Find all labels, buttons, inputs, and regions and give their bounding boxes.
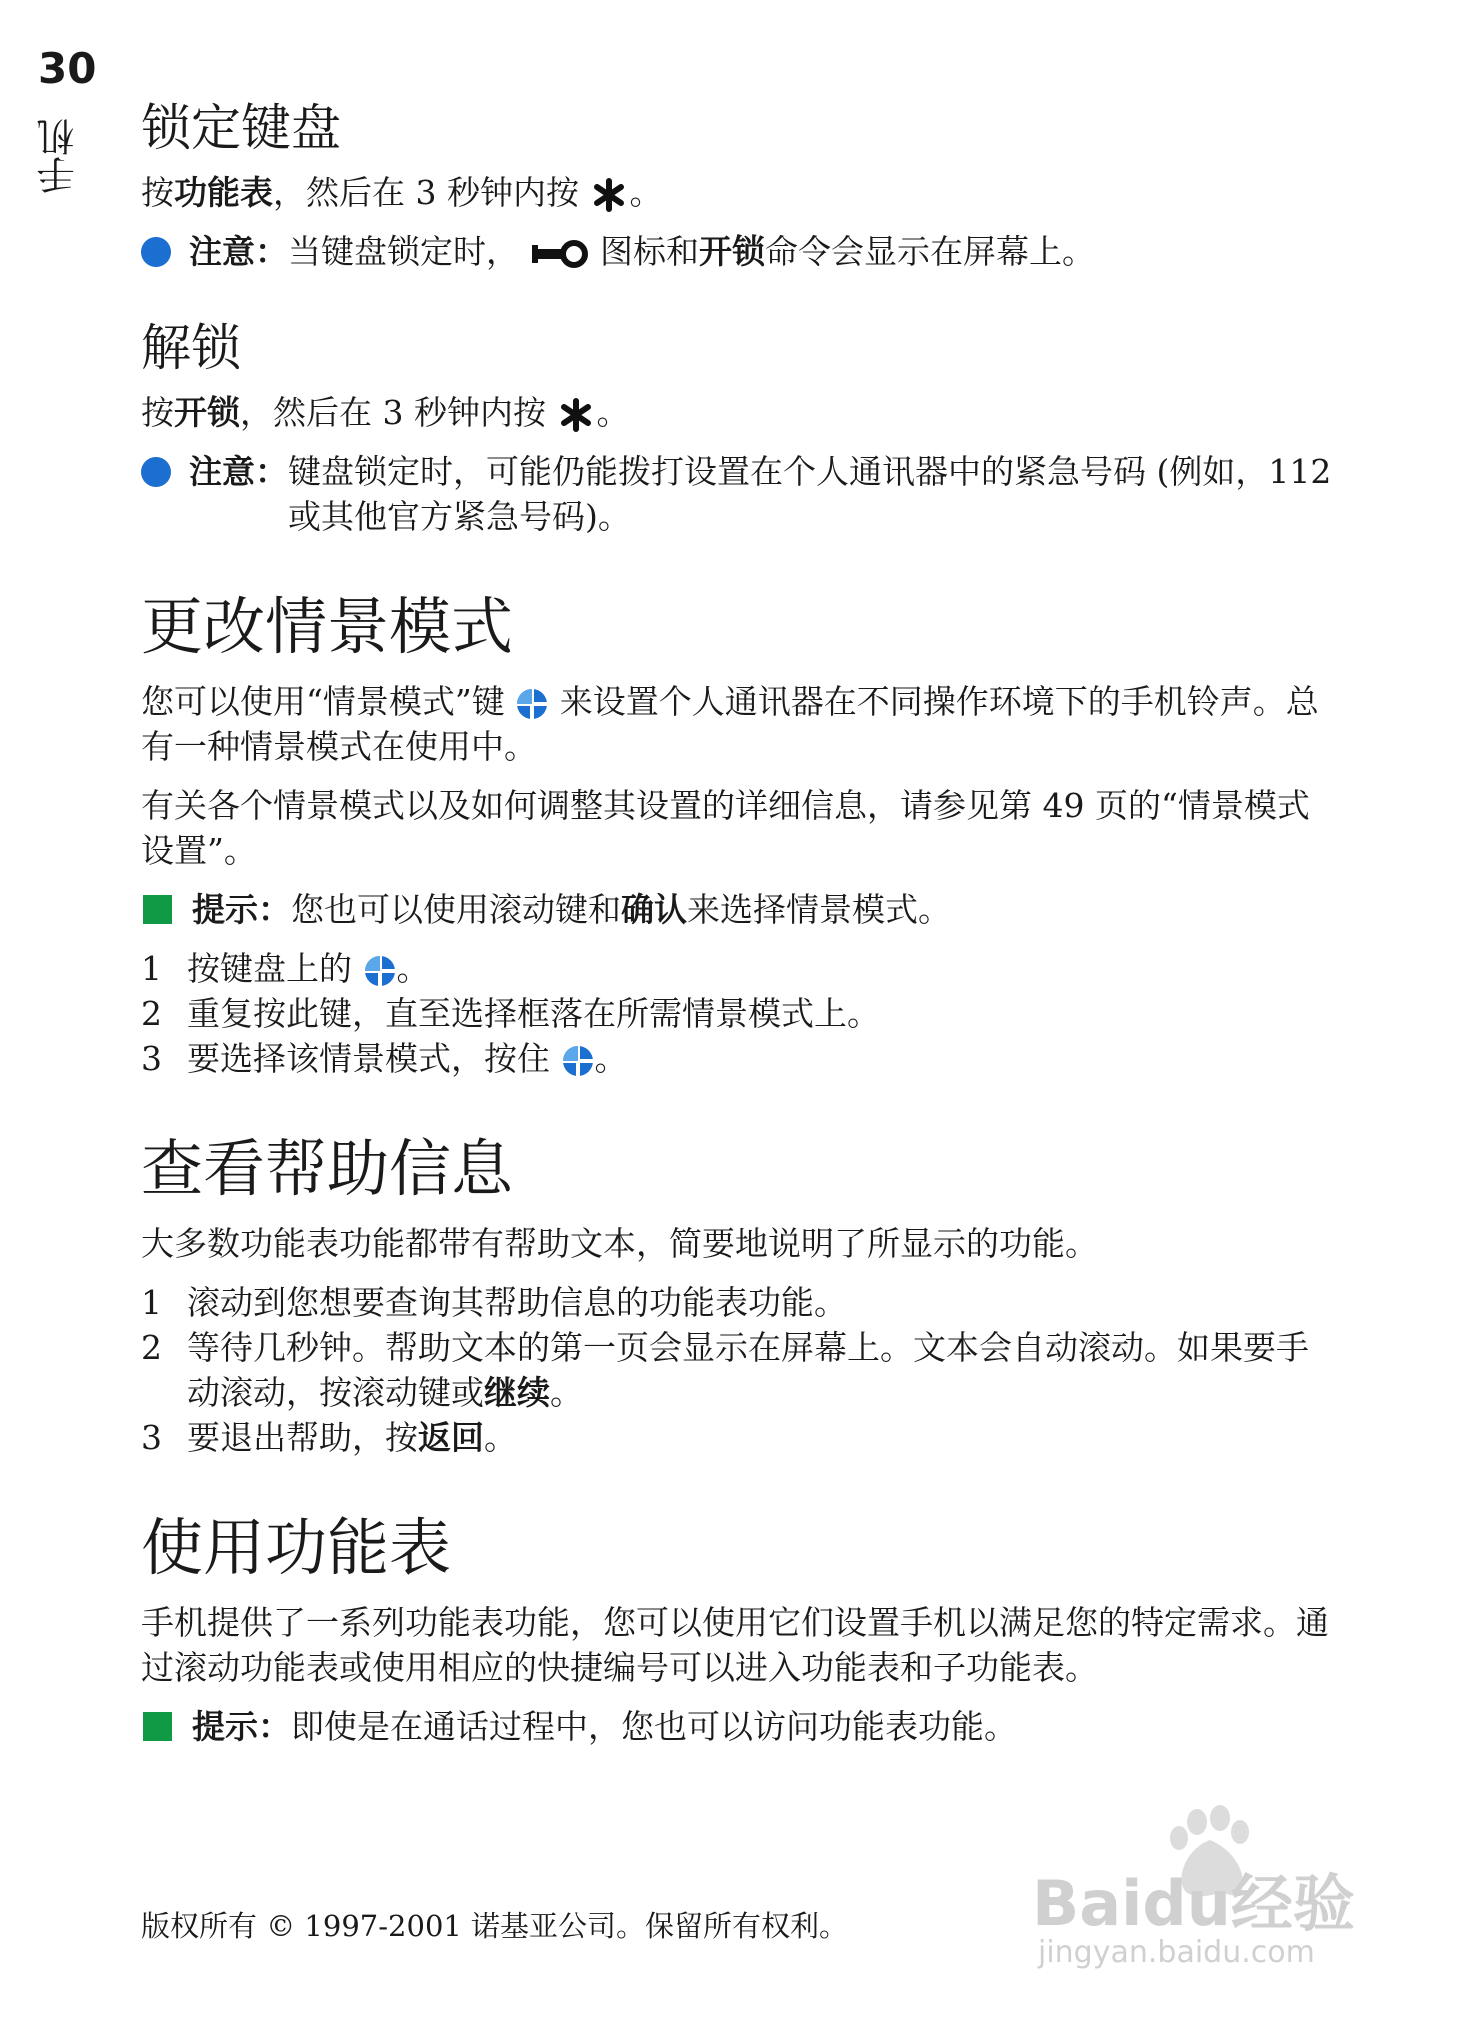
unlock-note-text: 键盘锁定时，可能仍能拨打设置在个人通讯器中的紧急号码 (例如，112 或其他官方紧急号码)。 bbox=[288, 452, 1332, 536]
lock-note: 注意： 当键盘锁定时， 图标和开锁命令会显示在屏幕上。 bbox=[141, 229, 1341, 274]
svg-text:jingyan.baidu.com: jingyan.baidu.com bbox=[1038, 1935, 1315, 1970]
profiles-steps bbox=[141, 946, 1341, 1081]
lock-instruction: 按功能表，然后在 3 秒钟内按 。 bbox=[141, 173, 663, 212]
page-number: 30 bbox=[38, 44, 97, 93]
help-intro: 大多数功能表功能都带有帮助文本，简要地说明了所显示的功能。 bbox=[141, 1224, 1098, 1263]
baidu-watermark-logo bbox=[1032, 1800, 1392, 1970]
tip-lead: 提示： bbox=[192, 890, 291, 929]
svg-text:Baidu经验: Baidu经验 bbox=[1032, 1867, 1355, 1940]
profiles-para-2: 有关各个情景模式以及如何调整其设置的详细信息，请参见第 49 页的“情景模式设置”。 bbox=[141, 786, 1310, 870]
asterisk-key-icon bbox=[589, 177, 629, 213]
section-title-menu: 使用功能表 bbox=[141, 1511, 452, 1584]
page-content bbox=[141, 96, 1341, 1749]
tip-lead: 提示： bbox=[192, 1707, 291, 1746]
profile-key-icon bbox=[363, 954, 397, 988]
help-steps bbox=[141, 1280, 1341, 1460]
profile-key-icon bbox=[515, 687, 549, 721]
key-lock-icon bbox=[530, 239, 590, 269]
profiles-para-1: 您可以使用“情景模式”键 来设置个人通讯器在不同操作环境下的手机铃声。总有一种情景模式在使用中。 bbox=[141, 682, 1319, 766]
list-item: 2 等待几秒钟。帮助文本的第一页会显示在屏幕上。文本会自动滚动。如果要手动滚动，按滚动键或继续。 bbox=[141, 1328, 1309, 1412]
unlock-instruction: 按开锁，然后在 3 秒钟内按 。 bbox=[141, 393, 630, 432]
list-item: 1 滚动到您想要查询其帮助信息的功能表功能。 bbox=[141, 1283, 847, 1322]
note-lead: 注意： bbox=[189, 452, 288, 491]
note-dot-icon bbox=[141, 457, 171, 487]
unlock-note bbox=[141, 449, 1341, 539]
list-item: 2 重复按此键，直至选择框落在所需情景模式上。 bbox=[141, 994, 880, 1033]
copyright-footer: 版权所有 © 1997-2001 诺基亚公司。保留所有权利。 bbox=[141, 1909, 849, 1943]
profile-key-icon bbox=[561, 1044, 595, 1078]
menu-tip: 提示： 即使是在通话过程中，您也可以访问功能表功能。 bbox=[141, 1704, 1341, 1749]
side-label: 手机 bbox=[37, 118, 81, 194]
note-lead: 注意： bbox=[189, 232, 288, 271]
section-title-lock: 锁定键盘 bbox=[141, 99, 341, 157]
profiles-tip: 提示： 您也可以使用滚动键和确认来选择情景模式。 bbox=[141, 887, 1341, 932]
list-item: 1 按键盘上的 。 bbox=[141, 949, 430, 988]
section-title-unlock: 解锁 bbox=[141, 319, 241, 377]
tip-square-icon bbox=[143, 1712, 172, 1741]
asterisk-key-icon bbox=[556, 397, 596, 433]
tip-square-icon bbox=[143, 895, 172, 924]
menu-intro: 手机提供了一系列功能表功能，您可以使用它们设置手机以满足您的特定需求。通过滚动功能表或使用相应的快捷编号可以进入功能表和子功能表。 bbox=[141, 1603, 1329, 1687]
note-dot-icon bbox=[141, 237, 171, 267]
list-item: 3 要选择该情景模式，按住 。 bbox=[141, 1039, 628, 1078]
section-title-help: 查看帮助信息 bbox=[141, 1132, 514, 1205]
list-item: 3 要退出帮助，按返回。 bbox=[141, 1418, 517, 1457]
section-title-profiles: 更改情景模式 bbox=[141, 590, 514, 663]
